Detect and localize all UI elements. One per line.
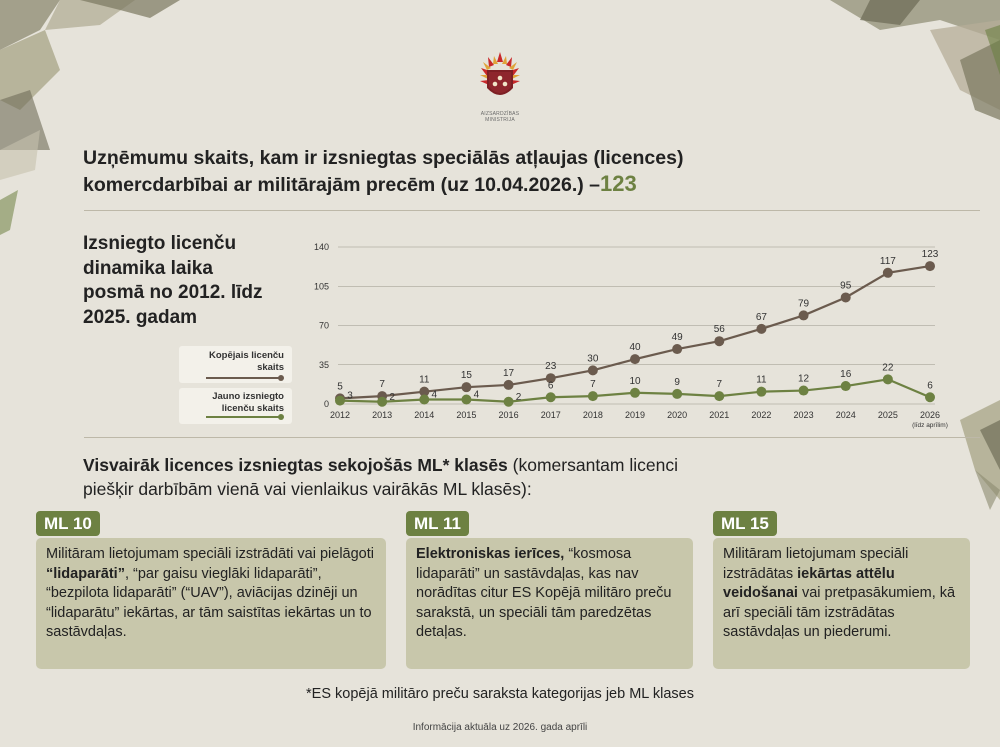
card-ml10-bold: “lidaparāti” [46, 565, 125, 582]
y-tick-label: 70 [318, 320, 329, 331]
legend-new-line: Jauno izsniegto [212, 391, 284, 402]
card-ml11 [406, 538, 693, 669]
card-ml15-text-b: vai pretpasākumiem, kā arī speciāli tām izstrādātas sastāvdaļas un piederumi. [723, 585, 956, 640]
headline-line-2-text: komercdarbībai ar militārajām precēm (uz 10.04.2026.) – [83, 174, 601, 196]
ml-intro-rest: (komersantam licenci [507, 455, 678, 475]
x-tick-label: 2023 [793, 410, 814, 420]
x-tick-label: 2016 [498, 410, 519, 420]
series-new-point [377, 397, 387, 407]
series-total-point [799, 310, 809, 320]
series-new-label: 3 [347, 390, 353, 402]
x-tick-label: 2025 [877, 410, 898, 420]
legend-total-line: Kopējais licenču [209, 350, 284, 361]
series-new-label: 9 [674, 376, 680, 388]
x-tick-label: 2012 [329, 410, 351, 420]
series-total-point [883, 268, 893, 278]
series-total-point [672, 344, 682, 354]
series-total-label: 23 [545, 361, 557, 373]
series-total-label: 49 [671, 332, 683, 344]
label-ml15: ML 15 [713, 511, 777, 536]
series-new-label: 11 [756, 374, 767, 386]
series-total-label: 56 [713, 324, 725, 336]
card-ml15-text-a: Militāram lietojumam speciāli izstrādātas [723, 546, 909, 582]
x-tick-label: 2017 [540, 410, 561, 420]
dynamics-title-line: 2025. gadam [83, 306, 198, 328]
label-ml10: ML 10 [36, 511, 100, 536]
divider-middle [84, 437, 980, 438]
footnote: *ES kopējā militāro preču saraksta kategorijas jeb ML klases [306, 686, 694, 702]
card-ml11-text-b: “kosmosa lidaparāti” un sastāvdaļas, kas nav norādītas citur ES Kopējā militāro preču sarakstā, un speciāli tām paredzētas detaļas. [416, 546, 672, 640]
ml-intro-line-2: piešķir darbībām vienā vai vienlaikus vairākās ML klasēs): [83, 479, 532, 499]
series-total-label: 67 [755, 311, 767, 323]
card-ml15 [713, 538, 970, 669]
card-ml15-text [723, 545, 960, 643]
ml-classes-intro [83, 453, 943, 501]
series-new-point [672, 389, 682, 399]
card-ml10-text [46, 545, 376, 643]
series-new-label: 7 [716, 379, 723, 391]
series-total-label: 95 [840, 280, 852, 292]
series-new-point [756, 387, 766, 397]
dynamics-title-line: posmā no 2012. līdz [83, 282, 263, 303]
series-new-label: 22 [882, 362, 894, 374]
series-total-label: 5 [337, 381, 343, 393]
ministry-line-2: MINISTRIJA [485, 117, 515, 123]
card-ml10-text-b: , “par gaisu vieglāki lidaparāti”, “bezpilota lidaparāti” (“UAV”), aviācijas dzinēji un “lidaparātu” iekārtas, ar tām saistītas iekārtas un to sastāvdaļas. [46, 565, 372, 640]
label-ml11: ML 11 [406, 511, 469, 536]
series-new-point [335, 396, 345, 406]
x-tick-label: 2020 [667, 410, 688, 420]
series-new-label: 6 [927, 380, 933, 392]
series-new-label: 6 [547, 380, 554, 392]
y-tick-label: 35 [318, 359, 329, 370]
series-total-label: 79 [798, 298, 810, 310]
headline-line-1: Uzņēmumu skaits, kam ir izsniegtas speciālās atļaujas (licences) [83, 147, 684, 169]
x-tick-label: 2018 [582, 410, 603, 420]
x-tick-label: 2024 [835, 410, 856, 420]
x-tick-label: 2015 [456, 410, 477, 420]
series-new-point [883, 374, 893, 384]
card-ml15-bold: iekārtas attēlu veidošanai [723, 565, 895, 601]
series-new-point [588, 391, 598, 401]
headline-total: 123 [600, 171, 637, 196]
series-total-label: 123 [921, 249, 939, 261]
series-total-point [714, 336, 724, 346]
x-tick-label: 2019 [624, 410, 646, 420]
x-tick-label: 2021 [709, 410, 730, 420]
series-total-point [841, 292, 851, 302]
series-total-label: 7 [379, 379, 385, 391]
card-ml10 [36, 538, 386, 669]
series-new-label: 4 [431, 389, 438, 401]
series-new-point [799, 386, 809, 396]
series-total-label: 117 [879, 255, 896, 267]
series-total-label: 11 [419, 374, 430, 386]
ministry-line-1: AIZSARDZĪBAS [480, 111, 520, 117]
card-ml10-text-a: Militāram lietojumam speciāli izstrādāti vai pielāgoti [46, 546, 374, 562]
series-total-point [630, 354, 640, 364]
series-total-point [588, 365, 598, 375]
card-ml11-bold: Elektroniskas ierīces, [416, 546, 565, 562]
series-new-point [841, 381, 851, 391]
series-new-label: 7 [590, 379, 596, 391]
y-tick-label: 105 [313, 281, 329, 292]
series-new-label: 12 [798, 373, 810, 385]
dynamics-title-line: dinamika laika [83, 257, 213, 279]
series-new-point [925, 392, 935, 402]
series-total-label: 15 [460, 370, 472, 382]
series-new-point [714, 391, 724, 401]
dynamics-title-line: Izsniegto licenču [83, 233, 237, 254]
y-tick-label: 140 [313, 242, 329, 252]
series-new-point [504, 397, 514, 407]
series-new-label: 2 [515, 391, 522, 403]
ml-intro-bold: Visvairāk licences izsniegtas sekojošās ML* klasēs [83, 455, 508, 475]
series-total-point [504, 380, 514, 390]
series-new-point [546, 392, 556, 402]
series-new-point [419, 395, 429, 405]
x-tick-note: (līdz aprīlim) [912, 422, 948, 429]
info-note: Informācija aktuāla uz 2026. gada aprīli [412, 722, 588, 733]
series-new-point [630, 388, 640, 398]
x-tick-label: 2014 [414, 410, 435, 420]
series-total-point [461, 382, 471, 392]
series-total-label: 40 [629, 342, 641, 354]
series-total-label: 30 [587, 353, 599, 365]
legend-new-line: licenču skaits [221, 403, 284, 414]
card-ml11-text [416, 545, 683, 643]
ml-intro-line-1 [83, 453, 943, 477]
x-tick-label: 2026 [919, 410, 941, 420]
series-total-point [925, 261, 935, 271]
series-new-label: 4 [473, 389, 480, 401]
series-new-point [461, 395, 471, 405]
x-tick-label: 2022 [751, 410, 772, 420]
series-new-label: 16 [840, 369, 852, 381]
series-new-label: 2 [389, 391, 395, 403]
y-tick-label: 0 [323, 399, 329, 409]
x-tick-label: 2013 [372, 410, 393, 420]
series-total-point [756, 324, 766, 334]
series-total-label: 17 [503, 367, 515, 379]
series-new-label: 10 [629, 375, 641, 387]
legend-total-line: skaits [257, 362, 284, 373]
